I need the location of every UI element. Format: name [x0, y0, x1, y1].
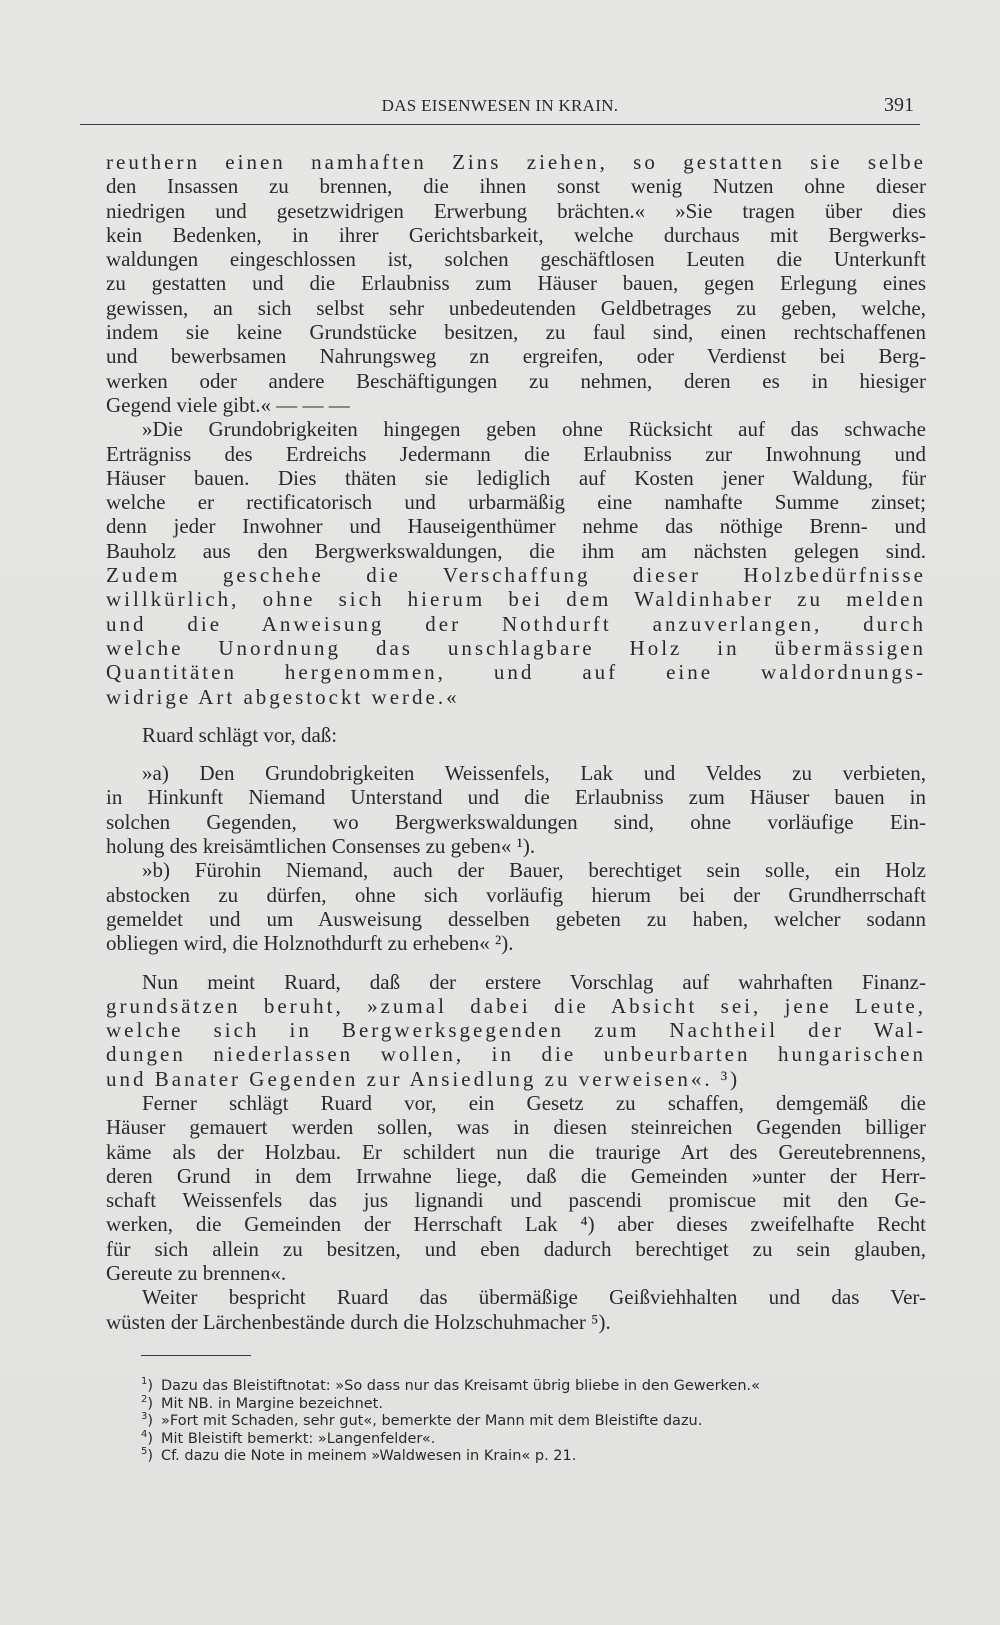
text-line: Erträgniss des Erdreichs Jedermann die Erlaubniss zur Inwohnung und [106, 441, 926, 466]
text-line: reuthern einen namhaften Zins ziehen, so gestatten sie selbe [106, 150, 926, 174]
text-line: Gegend viele gibt.« — — — [106, 392, 350, 417]
text-line: welche sich in Bergwerksgegenden zum Nachtheil der Wal- [106, 1018, 926, 1043]
paragraph-gap [106, 709, 926, 723]
footnote-text: »Fort mit Schaden, sehr gut«, bemerkte der Mann mit dem Bleistifte dazu. [161, 1412, 703, 1429]
text-line: grundsätzen beruht, »zumal dabei die Absicht sei, jene Leute, [106, 993, 926, 1018]
text-line: »a) Den Grundobrigkeiten Weissenfels, Lak und Veldes zu verbieten, [142, 761, 926, 786]
text-line: Ruard schlägt vor, daß: [142, 722, 338, 747]
footnote-rule [141, 1355, 251, 1356]
text-line: Nun meint Ruard, daß der erstere Vorschlag auf wahrhaften Finanz- [142, 969, 926, 994]
text-line: denn jeder Inwohner und Hauseigenthümer nehme das nöthige Brenn- und [106, 514, 926, 539]
text-line: abstocken zu dürfen, ohne sich vorläufig hierum bei der Grundherrschaft [106, 882, 926, 907]
text-line: gemeldet und um Ausweisung desselben gebeten zu haben, welcher sodann [106, 906, 926, 931]
footnote-text: Mit Bleistift bemerkt: »Langenfelder«. [161, 1430, 436, 1447]
text-line: welche Unordnung das unschlagbare Holz in übermässigen [106, 635, 926, 660]
text-line: kein Bedenken, in ihrer Gerichtsbarkeit, welche durchaus mit Bergwerks- [106, 222, 926, 247]
page-header [80, 92, 920, 125]
text-line: Zudem geschehe die Verschaffung dieser Holzbedürfnisse [106, 563, 926, 588]
text-line: Bauholz aus den Bergwerkswaldungen, die ihm am nächsten gelegen sind. [106, 538, 926, 563]
text-line: niedrigen und gesetzwidrigen Erwerbung brächten.« »Sie tragen über dies [106, 198, 926, 223]
text-line: widrige Art abgestockt werde.« [106, 684, 460, 709]
footnote-text: Dazu das Bleistiftnotat: »So dass nur das Kreisamt übrig bliebe in den Gewerken.« [161, 1377, 761, 1394]
page-number: 391 [884, 94, 914, 116]
text-line: welche er rectificatorisch und urbarmäßig eine namhafte Summe zinset; [106, 490, 926, 515]
text-line: und die Anweisung der Nothdurft anzuverlangen, durch [106, 611, 926, 636]
footnote [141, 1373, 901, 1394]
text-line: käme als der Holzbau. Er schildert nun die traurige Art des Gereutebrennens, [106, 1139, 926, 1164]
text-line: Quantitäten hergenommen, und auf eine waldordnungs- [106, 660, 926, 685]
text-line: »b) Fürohin Niemand, auch der Bauer, berechtiget sein solle, ein Holz [142, 858, 926, 883]
text-line: solchen Gegenden, wo Bergwerkswaldungen sind, ohne vorläufige Ein- [106, 809, 926, 834]
footnote-mark: $^4$) [141, 1428, 154, 1447]
footnote-text: Mit NB. in Margine bezeichnet. [161, 1395, 383, 1412]
footnote [141, 1408, 901, 1429]
footnote-mark: $^3$) [141, 1411, 154, 1429]
text-line: waldungen eingeschlossen ist, solchen geschäftlosen Leuten die Unterkunft [106, 247, 926, 272]
text-line: Gereute zu brennen«. [106, 1261, 287, 1286]
text-line: dungen niederlassen wollen, in die unbeurbarten hungarischen [106, 1042, 926, 1067]
text-line: für sich allein zu besitzen, und eben dadurch berechtiget zu sein glauben, [106, 1236, 926, 1261]
footnote-text: Cf. dazu die Note in meinem »Waldwesen in Krain« p. 21. [161, 1447, 577, 1464]
text-line: werken, die Gemeinden der Herrschaft Lak ⁴) aber dieses zweifelhafte Recht [106, 1212, 926, 1237]
footnotes [141, 1373, 901, 1464]
running-title: DAS EISENWESEN IN KRAIN. [381, 96, 619, 115]
text-line: Häuser bauen. Dies thäten sie lediglich auf Kosten jener Waldung, für [106, 465, 926, 490]
footnote [141, 1443, 901, 1464]
footnote-mark: $^2$) [141, 1393, 154, 1412]
text-line: schaft Weissenfels das jus lignandi und pascendi promiscue mit den Ge- [106, 1188, 926, 1213]
text-line: den Insassen zu brennen, die ihnen sonst wenig Nutzen ohne dieser [106, 174, 926, 199]
footnote-mark: $^1$) [141, 1376, 154, 1394]
paragraph-gap [106, 747, 926, 761]
text-line: »Die Grundobrigkeiten hingegen geben ohne Rücksicht auf das schwache [142, 417, 926, 442]
text-line: Häuser gemauert werden sollen, was in diesen steinreichen Gegenden billiger [106, 1115, 926, 1140]
text-line: wüsten der Lärchenbestände durch die Holzschuhmacher ⁵). [106, 1309, 611, 1334]
text-line: indem sie keine Grundstücke besitzen, zu faul sind, einen rechtschaffenen [106, 320, 926, 345]
text-line: Ferner schlägt Ruard vor, ein Gesetz zu schaffen, demgemäß die [142, 1090, 926, 1115]
text-line: in Hinkunft Niemand Unterstand und die Erlaubniss zum Häuser bauen in [106, 785, 926, 810]
footnote-mark: $^5$) [141, 1446, 154, 1464]
text-line: obliegen wird, die Holznothdurft zu erheben« ²). [106, 931, 514, 956]
text-line: zu gestatten und die Erlaubniss zum Häuser bauen, gegen Erlegung eines [106, 271, 926, 296]
body-text [106, 150, 926, 1334]
text-line: werken oder andere Beschäftigungen zu nehmen, deren es in hiesiger [106, 368, 926, 393]
text-line: und Banater Gegenden zur Ansiedlung zu verweisen«. ³) [106, 1066, 741, 1091]
paragraph-gap [106, 956, 926, 970]
text-line: und bewerbsamen Nahrungsweg zn ergreifen, oder Verdienst bei Berg- [106, 344, 926, 369]
text-line: deren Grund in dem Irrwahne liege, daß die Gemeinden »unter der Herr- [106, 1163, 926, 1188]
text-line: holung des kreisämtlichen Consenses zu geben« ¹). [106, 834, 536, 859]
text-line: gewissen, an sich selbst sehr unbedeutenden Geldbetrages zu geben, welche, [106, 295, 926, 320]
text-line: Weiter bespricht Ruard das übermäßige Geißviehhalten und das Ver- [142, 1285, 926, 1310]
text-line: willkürlich, ohne sich hierum bei dem Waldinhaber zu melden [106, 587, 926, 612]
